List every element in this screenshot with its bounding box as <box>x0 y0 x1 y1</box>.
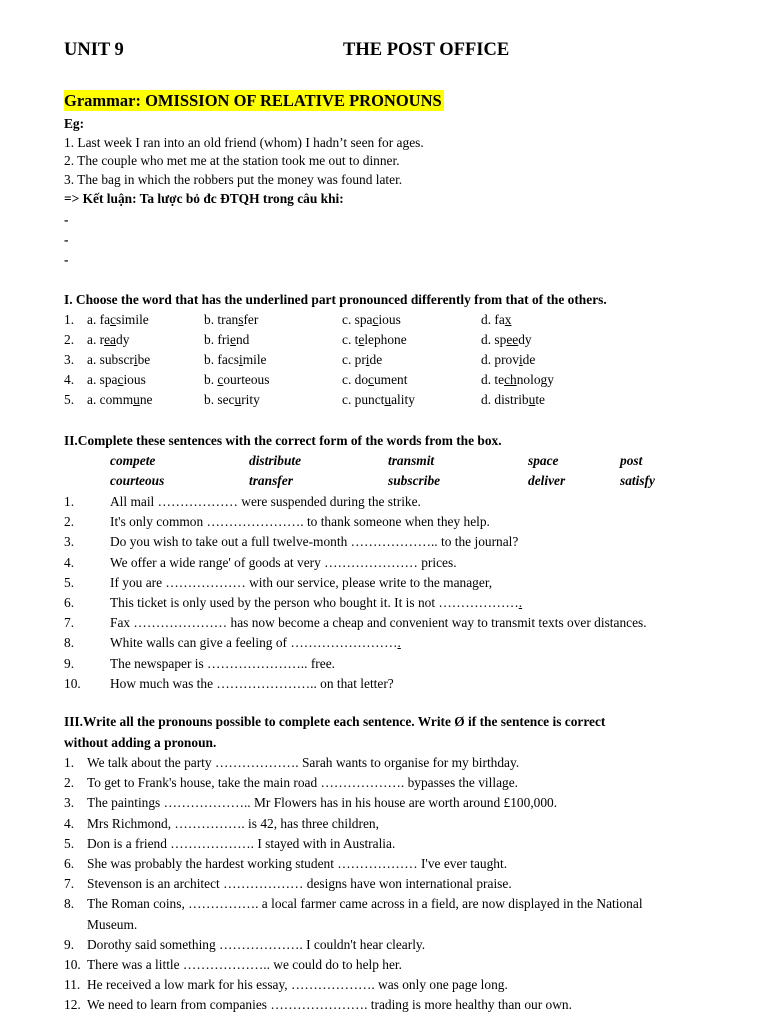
option-suffix: nology <box>516 372 554 387</box>
box-word: post <box>620 453 643 468</box>
sentence <box>110 654 335 674</box>
sentence <box>110 532 518 552</box>
answer-option-d <box>481 370 554 390</box>
option-prefix: a. r <box>87 332 105 347</box>
option-row-number: 4. <box>64 372 75 387</box>
box-word: space <box>528 453 559 468</box>
item-number: 3. <box>64 795 75 811</box>
underlined-part: c <box>368 372 374 387</box>
sentence <box>110 633 401 653</box>
sentence-tail: . <box>397 635 401 651</box>
answer-option-a <box>87 310 149 330</box>
sentence <box>110 593 522 613</box>
option-row-number: 5. <box>64 392 75 407</box>
sentence: To get to Frank's house, take the main road ………………. bypasses the village. <box>87 775 519 791</box>
sentence-continued: Museum. <box>87 916 138 932</box>
option-prefix: d. sp <box>481 332 507 347</box>
item-number: 11. <box>64 977 81 993</box>
eg-label: Eg: <box>64 116 85 131</box>
sentence <box>110 573 492 593</box>
underlined-part: i <box>518 352 523 367</box>
section-3-title-line-1: III.Write all the pronouns possible to complete each sentence. Write Ø if the sentence is correct <box>64 714 606 729</box>
option-prefix: c. punct <box>342 392 385 407</box>
underlined-part: u <box>528 392 536 407</box>
sentence <box>110 553 457 573</box>
item-number: 3. <box>64 534 75 550</box>
item-number: 5. <box>64 835 75 851</box>
sentence-tail: . <box>518 595 523 610</box>
underlined-part: x <box>504 312 512 327</box>
item-number: 7. <box>64 615 75 631</box>
item-number: 12. <box>64 997 81 1013</box>
box-word: distribute <box>249 453 302 468</box>
option-row-number: 2. <box>64 332 75 347</box>
underlined-part: e <box>358 332 365 347</box>
answer-option-c <box>342 390 415 410</box>
option-suffix: ious <box>378 312 401 327</box>
option-suffix: ourteous <box>223 372 270 387</box>
underlined-part: ch <box>504 372 517 387</box>
sentence: She was probably the hardest working student ……………… I've ever taught. <box>87 856 508 871</box>
sentence <box>110 613 647 633</box>
bullet-1: - <box>64 212 69 227</box>
underlined-part: ea <box>104 332 116 347</box>
sentence <box>110 674 394 694</box>
sentence: Mrs Richmond, ……………. is 42, has three children, <box>87 815 379 831</box>
box-word: transfer <box>249 473 293 488</box>
option-row-number: 3. <box>64 352 75 367</box>
sentence <box>110 492 421 512</box>
grammar-title <box>64 90 444 113</box>
sentence-text: If you are ……………… with our service, please write to the manager, <box>110 574 493 590</box>
option-suffix: ument <box>373 372 408 387</box>
option-suffix: ne <box>139 392 153 407</box>
option-prefix: b. <box>204 372 218 387</box>
option-suffix: nd <box>235 332 250 347</box>
sentence: The paintings ……………….. Mr Flowers has in his house are worth around £100,000. <box>87 795 558 811</box>
sentence: He received a low mark for his essay, ………………. was only one page long. <box>87 977 508 993</box>
item-number: 2. <box>64 514 75 530</box>
option-suffix: simile <box>116 312 149 327</box>
item-number: 2. <box>64 775 75 791</box>
option-suffix: dy <box>116 332 130 347</box>
answer-option-b <box>204 310 258 330</box>
option-suffix: dy <box>518 332 532 347</box>
option-suffix: ious <box>123 372 146 387</box>
grammar-title-text: Grammar: OMISSION OF RELATIVE PRONOUNS <box>64 91 442 110</box>
option-prefix: a. fa <box>87 312 111 327</box>
answer-option-a <box>87 350 150 370</box>
underlined-part: i <box>365 352 370 367</box>
answer-option-d <box>481 310 512 330</box>
option-prefix: a. comm <box>87 392 134 407</box>
sentence-text: How much was the ………………….. on that letter? <box>110 675 394 691</box>
sentence: We need to learn from companies …………………. trading is more healthy than our own. <box>87 997 572 1013</box>
option-prefix: b. facs <box>204 352 239 367</box>
underlined-part: s <box>238 312 244 327</box>
sentence-text: Fax ………………… has now become a cheap and convenient way to transmit texts over distances. <box>110 615 647 631</box>
option-prefix: d. te <box>481 372 505 387</box>
sentence-text: The newspaper is ………………….. free. <box>110 655 335 671</box>
option-prefix: a. spa <box>87 372 118 387</box>
option-suffix: be <box>137 352 151 367</box>
example-2: 2. The couple who met me at the station took me out to dinner. <box>64 153 400 168</box>
option-suffix: ality <box>391 392 415 407</box>
answer-option-c <box>342 330 407 350</box>
sentence-text: We offer a wide range' of goods at very ………………… prices. <box>110 554 457 570</box>
answer-option-d <box>481 350 535 370</box>
item-number: 6. <box>64 856 75 871</box>
section-1-title: I. Choose the word that has the underlined part pronounced differently from that of the others. <box>64 292 607 307</box>
example-3: 3. The bag in which the robbers put the money was found later. <box>64 172 403 187</box>
answer-option-a <box>87 390 152 410</box>
option-suffix: rity <box>241 392 260 407</box>
underlined-part: u <box>234 392 242 407</box>
item-number: 4. <box>64 815 75 831</box>
item-number: 10. <box>64 957 81 972</box>
underlined-part: i <box>238 352 243 367</box>
sentence-text: It's only common …………………. to thank someone when they help. <box>110 514 490 530</box>
item-number: 5. <box>64 574 75 590</box>
sentence: There was a little ……………….. we could do to help her. <box>87 957 402 972</box>
underlined-part: c <box>110 312 116 327</box>
option-prefix: b. sec <box>204 392 235 407</box>
option-prefix: b. fri <box>204 332 231 347</box>
box-word: courteous <box>110 473 165 488</box>
answer-option-a <box>87 330 129 350</box>
answer-option-b <box>204 370 269 390</box>
item-number: 4. <box>64 554 75 570</box>
bullet-3: - <box>64 252 69 267</box>
underlined-part: u <box>133 392 140 407</box>
option-prefix: d. prov <box>481 352 519 367</box>
option-prefix: c. t <box>342 332 359 347</box>
answer-option-c <box>342 370 407 390</box>
item-number: 7. <box>64 876 75 892</box>
option-prefix: c. pr <box>342 352 366 367</box>
unit-label: UNIT 9 <box>64 40 124 60</box>
option-suffix: de <box>522 352 536 367</box>
item-number: 1. <box>64 755 75 770</box>
sentence: Don is a friend ………………. I stayed with in Australia. <box>87 835 396 851</box>
option-row-number: 1. <box>64 312 75 327</box>
option-prefix: b. tran <box>204 312 239 327</box>
answer-option-b <box>204 390 260 410</box>
option-suffix: lephone <box>364 332 407 347</box>
answer-option-a <box>87 370 146 390</box>
answer-option-c <box>342 350 382 370</box>
box-word: compete <box>110 453 156 468</box>
option-suffix: de <box>369 352 383 367</box>
box-word: satisfy <box>620 473 655 488</box>
underlined-part: c <box>117 372 124 387</box>
option-suffix: fer <box>243 312 259 327</box>
sentence: We talk about the party ………………. Sarah wants to organise for my birthday. <box>87 755 520 770</box>
sentence <box>110 512 490 532</box>
section-3-title-line-2: without adding a pronoun. <box>64 735 217 750</box>
underlined-part: c <box>372 312 379 327</box>
box-word: subscribe <box>388 473 441 488</box>
underlined-part: i <box>133 352 138 367</box>
item-number: 8. <box>64 896 75 912</box>
underlined-part: e <box>230 332 236 347</box>
sentence-text: All mail ……………… were suspended during the strike. <box>110 494 421 509</box>
page-title: THE POST OFFICE <box>343 40 510 60</box>
answer-option-c <box>342 310 401 330</box>
item-number: 6. <box>64 595 75 610</box>
item-number: 9. <box>64 655 75 671</box>
conclusion: => Kết luận: Ta lược bỏ đc ĐTQH trong câu khi: <box>64 191 344 206</box>
box-word: transmit <box>388 453 435 468</box>
item-number: 1. <box>64 494 75 509</box>
option-suffix: te <box>535 392 545 407</box>
underlined-part: ee <box>506 332 519 347</box>
answer-option-d <box>481 330 532 350</box>
sentence-text: This ticket is only used by the person who bought it. It is not ……………… <box>110 595 519 610</box>
sentence: Dorothy said something ………………. I couldn't hear clearly. <box>87 936 426 952</box>
sentence-text: White walls can give a feeling of …………………… <box>110 635 398 651</box>
underlined-part: u <box>384 392 392 407</box>
item-number: 8. <box>64 635 75 651</box>
option-prefix: c. spa <box>342 312 373 327</box>
section-2-title: II.Complete these sentences with the correct form of the words from the box. <box>64 433 502 448</box>
option-prefix: d. distrib <box>481 392 529 407</box>
example-1: 1. Last week I ran into an old friend (whom) I hadn’t seen for ages. <box>64 135 424 150</box>
answer-option-d <box>481 390 545 410</box>
box-word: deliver <box>528 473 566 488</box>
sentence: Stevenson is an architect ……………… designs have won international praise. <box>87 876 512 892</box>
sentence-text: Do you wish to take out a full twelve-month ……………….. to the journal? <box>110 534 519 550</box>
option-prefix: d. fa <box>481 312 505 327</box>
option-prefix: a. subscr <box>87 352 134 367</box>
underlined-part: c <box>217 372 224 387</box>
item-number: 10. <box>64 675 81 691</box>
answer-option-b <box>204 350 267 370</box>
sentence: The Roman coins, ……………. a local farmer came across in a field, are now displayed in the National <box>87 896 643 912</box>
option-suffix: mile <box>242 352 267 367</box>
answer-option-b <box>204 330 249 350</box>
bullet-2: - <box>64 232 69 247</box>
option-prefix: c. do <box>342 372 369 387</box>
item-number: 9. <box>64 936 75 952</box>
